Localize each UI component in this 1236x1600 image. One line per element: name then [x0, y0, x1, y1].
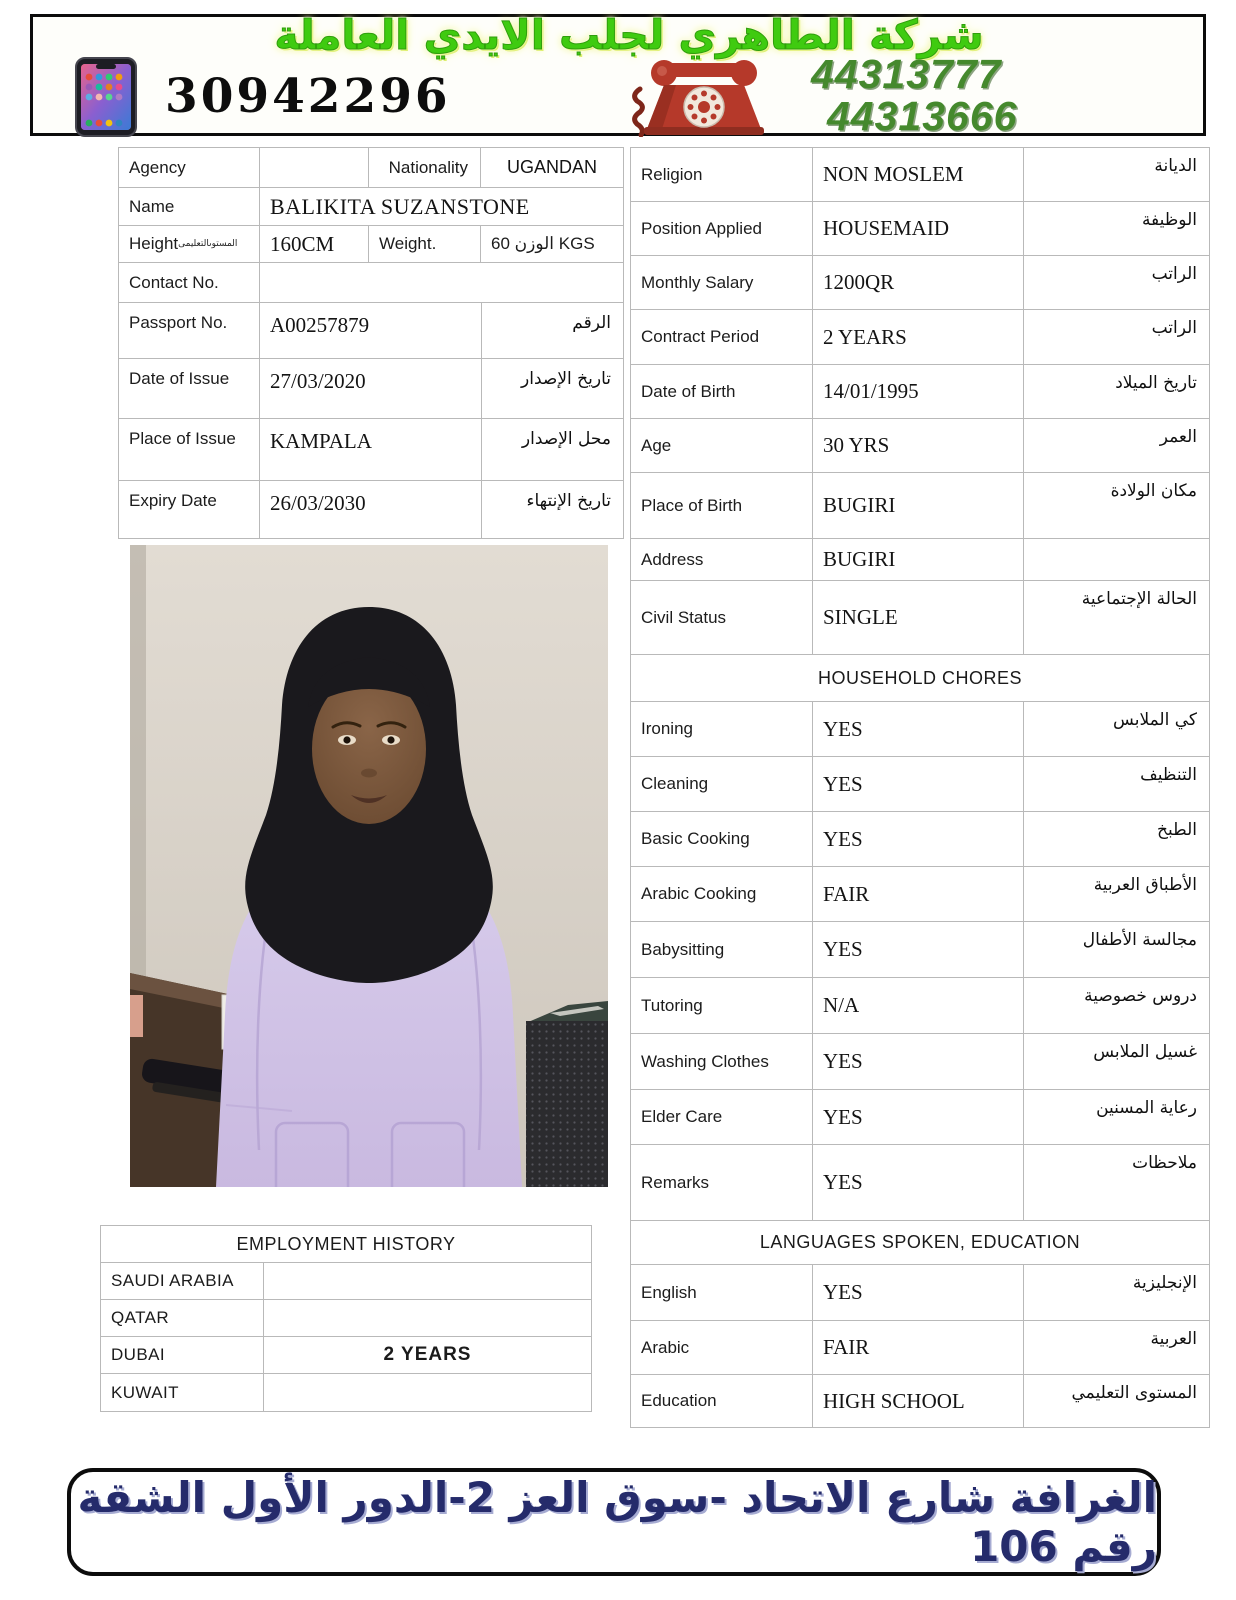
employment-row-dubai [101, 1337, 591, 1374]
date-of-birth-arabic: تاريخ الميلاد [1115, 373, 1197, 393]
babysitting-arabic: مجالسة الأطفال [1082, 930, 1197, 950]
ironing-label: Ironing [631, 702, 813, 756]
elder-care-value: YES [813, 1090, 1024, 1144]
monthly-salary-value: 1200QR [813, 256, 1024, 309]
passport-no-value: A00257879 [260, 303, 482, 358]
contract-period-value: 2 YEARS [813, 310, 1024, 364]
education-arabic: المستوى التعليمي [1071, 1383, 1197, 1403]
monthly-salary-label: Monthly Salary [631, 256, 813, 309]
basic-cooking-row [631, 812, 1209, 867]
agency-label: Agency [119, 148, 260, 187]
washing-clothes-arabic: غسيل الملابس [1093, 1042, 1197, 1062]
age-arabic: العمر [1159, 427, 1197, 447]
date-of-issue-value: 27/03/2020 [260, 359, 482, 418]
ironing-row [631, 702, 1209, 757]
babysitting-value: YES [813, 922, 1024, 977]
place-of-issue-label: Place of Issue [119, 419, 260, 480]
employment-history-table [100, 1225, 592, 1412]
position-applied-label: Position Applied [631, 202, 813, 255]
height-note-arabic: المستوىالتعليمى [178, 239, 238, 249]
expiry-date-label: Expiry Date [119, 481, 260, 538]
date-of-birth-row [631, 365, 1209, 419]
position-applied-value: HOUSEMAID [813, 202, 1024, 255]
date-of-birth-label: Date of Birth [631, 365, 813, 418]
ironing-value: YES [813, 702, 1024, 756]
religion-arabic: الديانة [1154, 156, 1197, 176]
religion-label: Religion [631, 148, 813, 201]
religion-row [631, 148, 1209, 202]
contact-label: Contact No. [119, 263, 260, 302]
smartphone-icon [75, 57, 137, 137]
age-row [631, 419, 1209, 473]
tutoring-value: N/A [813, 978, 1024, 1033]
height-weight-row [119, 226, 623, 263]
date-of-issue-row [119, 359, 623, 419]
agency-value [260, 148, 369, 187]
languages-education-header: LANGUAGES SPOKEN, EDUCATION [631, 1221, 1209, 1265]
weight-value: 60 الوزن KGS [491, 234, 595, 253]
passport-table [118, 147, 624, 539]
nationality-value: UGANDAN [506, 157, 597, 177]
elder-care-arabic: رعاية المسنين [1096, 1098, 1197, 1118]
passport-no-arabic: الرقم [572, 313, 611, 333]
arabic-cooking-label: Arabic Cooking [631, 867, 813, 921]
contact-row [119, 263, 623, 303]
monthly-salary-row [631, 256, 1209, 310]
washing-clothes-row [631, 1034, 1209, 1090]
basic-cooking-label: Basic Cooking [631, 812, 813, 866]
employment-duration [264, 1300, 591, 1336]
place-of-birth-arabic: مكان الولادة [1110, 481, 1197, 501]
address-value: BUGIRI [813, 539, 1024, 580]
washing-clothes-value: YES [813, 1034, 1024, 1089]
civil-status-label: Civil Status [631, 581, 813, 654]
employment-row-qatar [101, 1300, 591, 1337]
remarks-row [631, 1145, 1209, 1221]
cleaning-arabic: التنظيف [1140, 765, 1197, 785]
arabic-cooking-value: FAIR [813, 867, 1024, 921]
employment-country: SAUDI ARABIA [101, 1263, 264, 1299]
address-arabic [1024, 539, 1209, 580]
employment-country: KUWAIT [101, 1374, 264, 1411]
name-label: Name [119, 188, 260, 225]
contract-period-label: Contract Period [631, 310, 813, 364]
english-value: YES [813, 1265, 1024, 1320]
babysitting-label: Babysitting [631, 922, 813, 977]
phone-number-1: 44313777 [811, 51, 1002, 97]
place-of-birth-label: Place of Birth [631, 473, 813, 538]
employment-history-header: EMPLOYMENT HISTORY [101, 1226, 591, 1263]
expiry-date-row [119, 481, 623, 538]
washing-clothes-label: Washing Clothes [631, 1034, 813, 1089]
arabic-cooking-arabic: الأطباق العربية [1093, 875, 1197, 895]
civil-status-arabic: الحالة الإجتماعية [1081, 589, 1197, 609]
landline-numbers [811, 53, 1017, 137]
tutoring-arabic: دروس خصوصية [1084, 986, 1197, 1006]
employment-country: QATAR [101, 1300, 264, 1336]
company-title-arabic: شركة الطاهري لجلب الايدي العاملة [274, 11, 984, 59]
tutoring-row [631, 978, 1209, 1034]
elder-care-label: Elder Care [631, 1090, 813, 1144]
ironing-arabic: كي الملابس [1113, 710, 1197, 730]
name-value: BALIKITA SUZANSTONE [270, 193, 530, 219]
education-value: HIGH SCHOOL [813, 1375, 1024, 1427]
household-chores-header: HOUSEHOLD CHORES [631, 655, 1209, 702]
position-applied-arabic: الوظيفة [1141, 210, 1197, 230]
age-label: Age [631, 419, 813, 472]
header-banner [30, 11, 1206, 139]
mobile-number: 30942296 [165, 69, 451, 124]
employment-duration [264, 1374, 591, 1411]
employment-duration: 2 YEARS [383, 1344, 472, 1365]
english-arabic: الإنجليزية [1132, 1273, 1197, 1293]
address-label: Address [631, 539, 813, 580]
education-label: Education [631, 1375, 813, 1427]
cleaning-label: Cleaning [631, 757, 813, 811]
phone-number-2: 44313666 [827, 93, 1018, 139]
arabic-language-arabic: العربية [1150, 1329, 1197, 1349]
arabic-language-label: Arabic [631, 1321, 813, 1374]
weight-label: Weight. [369, 226, 481, 262]
tutoring-label: Tutoring [631, 978, 813, 1033]
height-value: 160CM [260, 226, 369, 262]
contact-value [260, 263, 623, 302]
applicant-photo [130, 545, 608, 1187]
employment-duration [264, 1263, 591, 1299]
basic-cooking-value: YES [813, 812, 1024, 866]
arabic-language-row [631, 1321, 1209, 1375]
english-row [631, 1265, 1209, 1321]
arabic-language-value: FAIR [813, 1321, 1024, 1374]
position-applied-row [631, 202, 1209, 256]
education-row [631, 1375, 1209, 1427]
expiry-date-value: 26/03/2030 [260, 481, 482, 538]
date-of-issue-arabic: تاريخ الإصدار [521, 369, 611, 389]
contract-period-row [631, 310, 1209, 365]
height-label-text: Height [129, 234, 179, 253]
place-of-birth-value: BUGIRI [813, 473, 1024, 538]
speaker [526, 1001, 608, 1187]
cleaning-value: YES [813, 757, 1024, 811]
remarks-value: YES [813, 1145, 1024, 1220]
cleaning-row [631, 757, 1209, 812]
civil-status-row [631, 581, 1209, 655]
remarks-label: Remarks [631, 1145, 813, 1220]
elder-care-row [631, 1090, 1209, 1145]
rotary-telephone-icon [618, 55, 793, 137]
monthly-salary-arabic: الراتب [1151, 264, 1197, 284]
date-of-issue-label: Date of Issue [119, 359, 260, 418]
remarks-arabic: ملاحظات [1132, 1153, 1197, 1173]
babysitting-row [631, 922, 1209, 978]
arabic-cooking-row [631, 867, 1209, 922]
contract-period-arabic: الراتب [1151, 318, 1197, 338]
passport-no-label: Passport No. [119, 303, 260, 358]
height-label [119, 226, 260, 262]
passport-no-row [119, 303, 623, 359]
religion-value: NON MOSLEM [813, 148, 1024, 201]
basic-cooking-arabic: الطبخ [1157, 820, 1197, 840]
place-of-issue-row [119, 419, 623, 481]
english-label: English [631, 1265, 813, 1320]
agency-row [119, 148, 623, 188]
civil-status-value: SINGLE [813, 581, 1024, 654]
employment-country: DUBAI [101, 1337, 264, 1373]
details-table [630, 147, 1210, 1428]
place-of-issue-value: KAMPALA [260, 419, 482, 480]
footer-address-arabic: الغرافة شارع الاتحاد -سوق العز 2-الدور الأول الشقة رقم 106 [77, 1473, 1157, 1571]
nationality-label: Nationality [369, 148, 481, 187]
employment-row-saudi-arabia [101, 1263, 591, 1300]
place-of-birth-row [631, 473, 1209, 539]
name-row [119, 188, 623, 226]
employment-row-kuwait [101, 1374, 591, 1411]
address-row [631, 539, 1209, 581]
date-of-birth-value: 14/01/1995 [813, 365, 1024, 418]
footer-address-box [67, 1468, 1161, 1576]
place-of-issue-arabic: محل الإصدار [521, 429, 611, 449]
expiry-date-arabic: تاريخ الإنتهاء [526, 491, 611, 511]
age-value: 30 YRS [813, 419, 1024, 472]
